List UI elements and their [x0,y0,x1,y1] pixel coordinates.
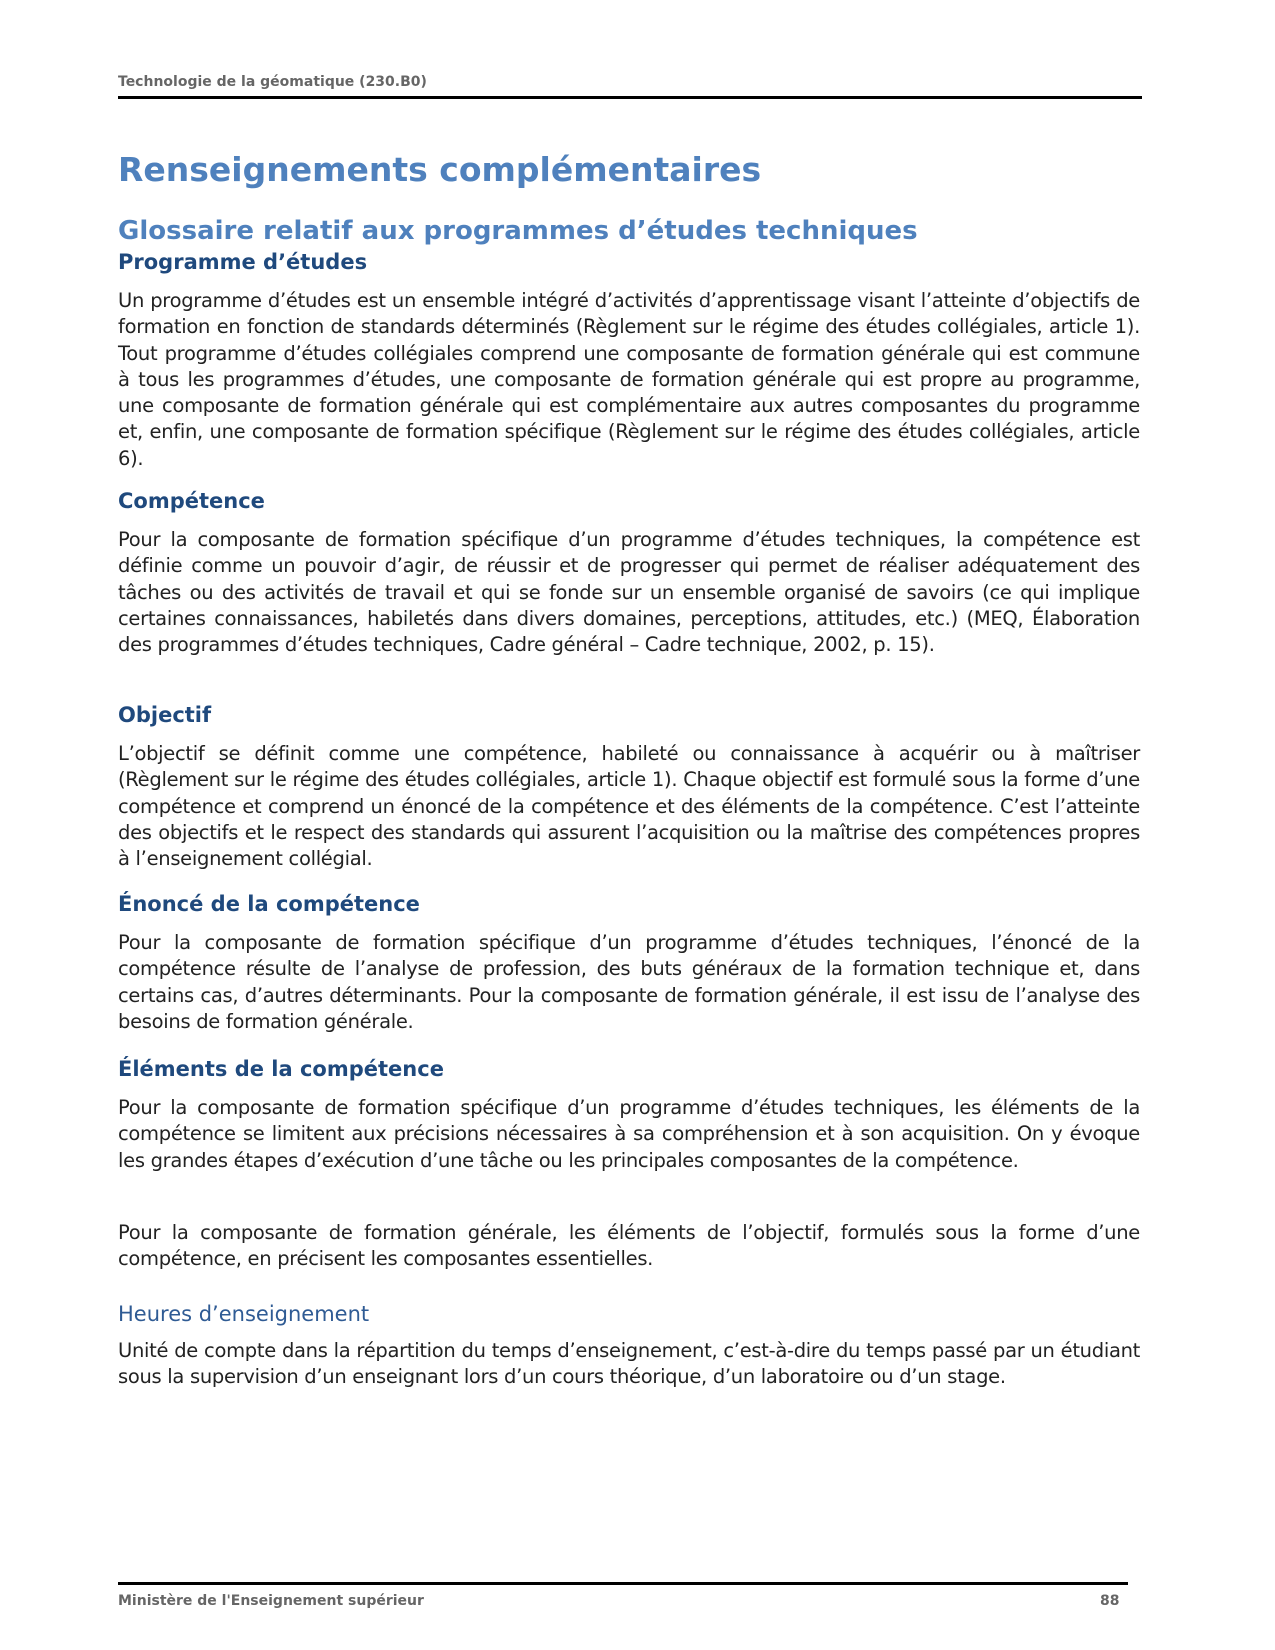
term-heading: Compétence [118,489,265,513]
page-title: Renseignements complémentaires [118,150,762,189]
footer-publisher: Ministère de l'Enseignement supérieur [118,1593,424,1609]
term-definition: Un programme d’études est un ensemble intégré d’activités d’apprentissage visant l’atteinte d’objectifs de formation en fonction de standards déterminés (Règlement sur le régime des études collégiales, article 1). Tout programme d’études collégiales comprend une composante de formation générale qui est commune à tous les programmes d’études, une composante de formation générale qui est propre au programme, une composante de formation générale qui est complémentaire aux autres composantes du programme et, enfin, une composante de formation spécifique (Règlement sur le régime des études collégiales, article 6). [118,289,1140,470]
page-number: 88 [1100,1593,1120,1609]
header-rule [118,96,1142,99]
term-definition: Pour la composante de formation générale, les éléments de l’objectif, formulés sous la forme d’une compétence, en précisent les composantes essentielles. [118,1221,1140,1271]
section-title: Glossaire relatif aux programmes d’études techniques [118,216,918,246]
term-definition: Pour la composante de formation spécifique d’un programme d’études techniques, les éléments de la compétence se limitent aux précisions nécessaires à sa compréhension et à son acquisition. On y évoque les grandes étapes d’exécution d’une tâche ou les principales composantes de la compétence. [118,1096,1140,1172]
running-header: Technologie de la géomatique (230.B0) [118,74,427,90]
term-definition: Pour la composante de formation spécifique d’un programme d’études techniques, l’énoncé de la compétence résulte de l’analyse de profession, des buts généraux de la formation technique et, dans certains cas, d’autres déterminants. Pour la composante de formation générale, il est issu de l’analyse des besoins de formation générale. [118,931,1140,1033]
term-heading: Programme d’études [118,250,368,274]
term-definition: Unité de compte dans la répartition du temps d’enseignement, c’est-à-dire du temps passé par un étudiant sous la supervision d’un enseignant lors d’un cours théorique, d’un laboratoire ou d’un stage. [118,1339,1140,1389]
footer-rule [118,1582,1128,1585]
term-heading: Objectif [118,703,212,727]
term-definition: Pour la composante de formation spécifique d’un programme d’études techniques, la compétence est définie comme un pouvoir d’agir, de réussir et de progresser qui permet de réaliser adéquatement des tâches ou des activités de travail et qui se fonde sur un ensemble organisé de savoirs (ce qui implique certaines connaissances, habiletés dans divers domaines, perceptions, attitudes, etc.) (MEQ, Élaboration des programmes d’études techniques, Cadre général – Cadre technique, 2002, p. 15). [118,528,1140,657]
term-heading: Éléments de la compétence [118,1057,444,1081]
term-heading: Énoncé de la compétence [118,892,420,916]
term-heading: Heures d’enseignement [118,1302,370,1326]
term-definition: L’objectif se définit comme une compétence, habileté ou connaissance à acquérir ou à maîtriser (Règlement sur le régime des études collégiales, article 1). Chaque objectif est formulé sous la forme d’une compétence et comprend un énoncé de la compétence et des éléments de la compétence. C’est l’atteinte des objectifs et le respect des standards qui assurent l’acquisition ou la maîtrise des compétences propres à l’enseignement collégial. [118,742,1140,871]
